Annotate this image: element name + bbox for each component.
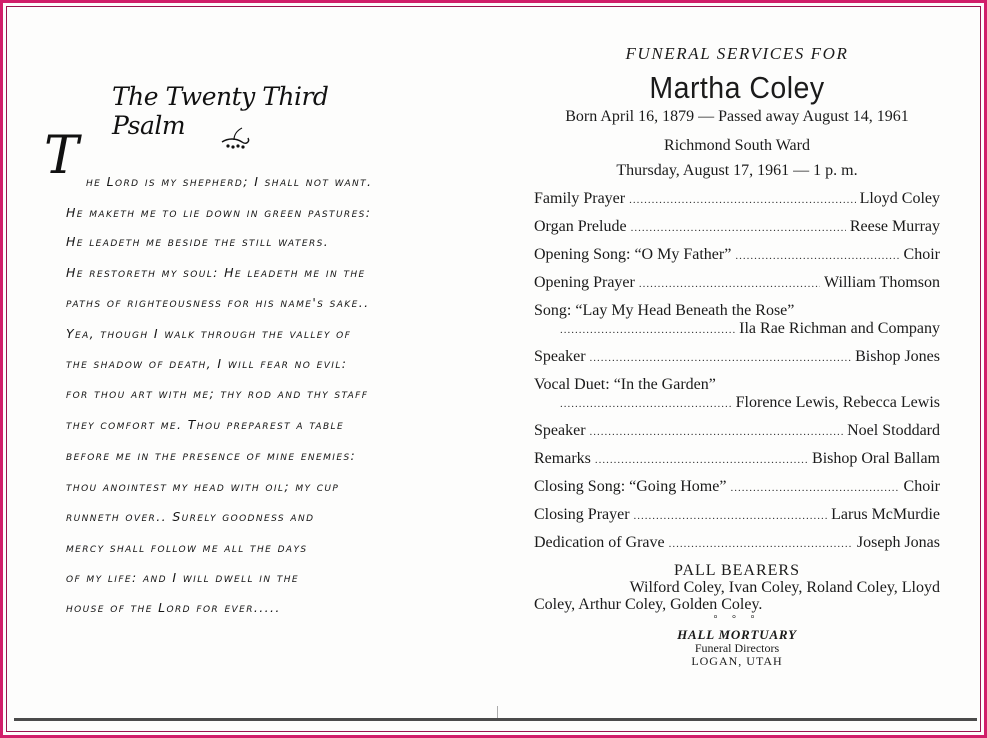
pall-bearers-line: Coley, Arthur Coley, Golden Coley. <box>534 596 763 613</box>
center-fold-mark <box>497 706 504 718</box>
program-item: Opening Prayer <box>534 274 635 291</box>
mortuary-location: LOGAN, UTAH <box>691 654 783 668</box>
psalm-line: of my life: and I will dwell in the <box>66 570 300 585</box>
psalm-line: they comfort me. Thou preparest a table <box>66 417 345 432</box>
pall-bearers-heading: PALL BEARERS <box>674 562 800 579</box>
leader-dots <box>639 278 820 290</box>
service-date-time: Thursday, August 17, 1961 — 1 p. m. <box>616 162 858 179</box>
psalm-line: thou anointest my head with oil; my cup <box>66 479 340 494</box>
program-person: Joseph Jonas <box>856 534 940 551</box>
separator-dots: ° ° ° <box>713 614 761 625</box>
program-person: Choir <box>903 478 940 495</box>
leader-dots <box>629 194 855 206</box>
program-item: Closing Song: “Going Home” <box>534 478 727 495</box>
psalm-dropcap: T <box>44 126 79 186</box>
program-person: Choir <box>903 246 940 263</box>
program-item: Speaker <box>534 348 586 365</box>
psalm-line: Yea, though I walk through the valley of <box>66 326 352 341</box>
program-row <box>534 422 940 440</box>
flourish-ornament-icon <box>220 124 252 154</box>
program-item: Song: “Lay My Head Beneath the Rose” <box>534 302 795 319</box>
mortuary-role: Funeral Directors <box>694 641 780 655</box>
leader-dots <box>595 454 808 466</box>
program-row <box>534 534 940 552</box>
program-item: Remarks <box>534 450 591 467</box>
leader-dots <box>634 510 828 522</box>
program-row <box>560 320 940 338</box>
program-person: Larus McMurdie <box>831 506 940 523</box>
program-item: Family Prayer <box>534 190 626 207</box>
leader-dots <box>590 426 844 438</box>
services-heading: FUNERAL SERVICES FOR <box>625 44 849 63</box>
program-person: Bishop Oral Ballam <box>812 450 940 467</box>
leader-dots <box>735 250 899 262</box>
program-item: Closing Prayer <box>534 506 630 523</box>
psalm-line: paths of righteousness for his name's sake.. <box>66 295 370 310</box>
leader-dots <box>669 538 853 550</box>
program-person: Noel Stoddard <box>847 422 940 439</box>
program-row <box>534 348 940 366</box>
ward-name: Richmond South Ward <box>664 137 810 154</box>
mortuary-name: HALL MORTUARY <box>677 627 797 642</box>
psalm-line: house of the Lord for ever..... <box>66 600 281 615</box>
program-row <box>534 506 940 524</box>
program-person: Reese Murray <box>849 218 940 235</box>
leader-dots <box>560 324 735 336</box>
psalm-line: He leadeth me beside the still waters. <box>66 234 330 249</box>
program-item: Opening Song: “O My Father” <box>534 246 732 263</box>
program-row <box>534 478 940 496</box>
program-person: Lloyd Coley <box>859 190 940 207</box>
pall-bearers-line: Wilford Coley, Ivan Coley, Roland Coley, Lloyd <box>629 579 940 596</box>
psalm-line: before me in the presence of mine enemies: <box>66 448 357 463</box>
leader-dots <box>560 398 732 410</box>
psalm-line: the shadow of death, I will fear no evil: <box>66 356 348 371</box>
psalm-line: He restoreth my soul: He leadeth me in the <box>66 265 366 280</box>
program-row <box>560 394 940 412</box>
bottom-divider <box>14 718 977 721</box>
program-row <box>534 450 940 468</box>
psalm-line: He maketh me to lie down in green pastures: <box>66 205 372 220</box>
program-row <box>534 246 940 264</box>
psalm-title: The Twenty Third Psalm <box>112 82 329 140</box>
psalm-line: runneth over.. Surely goodness and <box>66 509 315 524</box>
psalm-line: mercy shall follow me all the days <box>66 540 308 555</box>
birth-death-dates: Born April 16, 1879 — Passed away August 14, 1961 <box>565 108 909 125</box>
deceased-name: Martha Coley <box>649 70 825 105</box>
program-item: Organ Prelude <box>534 218 627 235</box>
psalm-line: for thou art with me; thy rod and thy staff <box>66 386 369 401</box>
psalm-line: he Lord is my shepherd; I shall not want. <box>86 174 373 189</box>
program-item: Speaker <box>534 422 586 439</box>
program-row <box>534 274 940 292</box>
program-person: Ila Rae Richman and Company <box>739 320 940 337</box>
program-person: William Thomson <box>824 274 940 291</box>
program-person: Bishop Jones <box>855 348 940 365</box>
program-person: Florence Lewis, Rebecca Lewis <box>735 394 940 411</box>
program-row <box>534 190 940 208</box>
program-item: Dedication of Grave <box>534 534 665 551</box>
program-item: Vocal Duet: “In the Garden” <box>534 376 716 393</box>
program-row <box>534 218 940 236</box>
leader-dots <box>730 482 899 494</box>
leader-dots <box>631 222 846 234</box>
leader-dots <box>590 352 852 364</box>
